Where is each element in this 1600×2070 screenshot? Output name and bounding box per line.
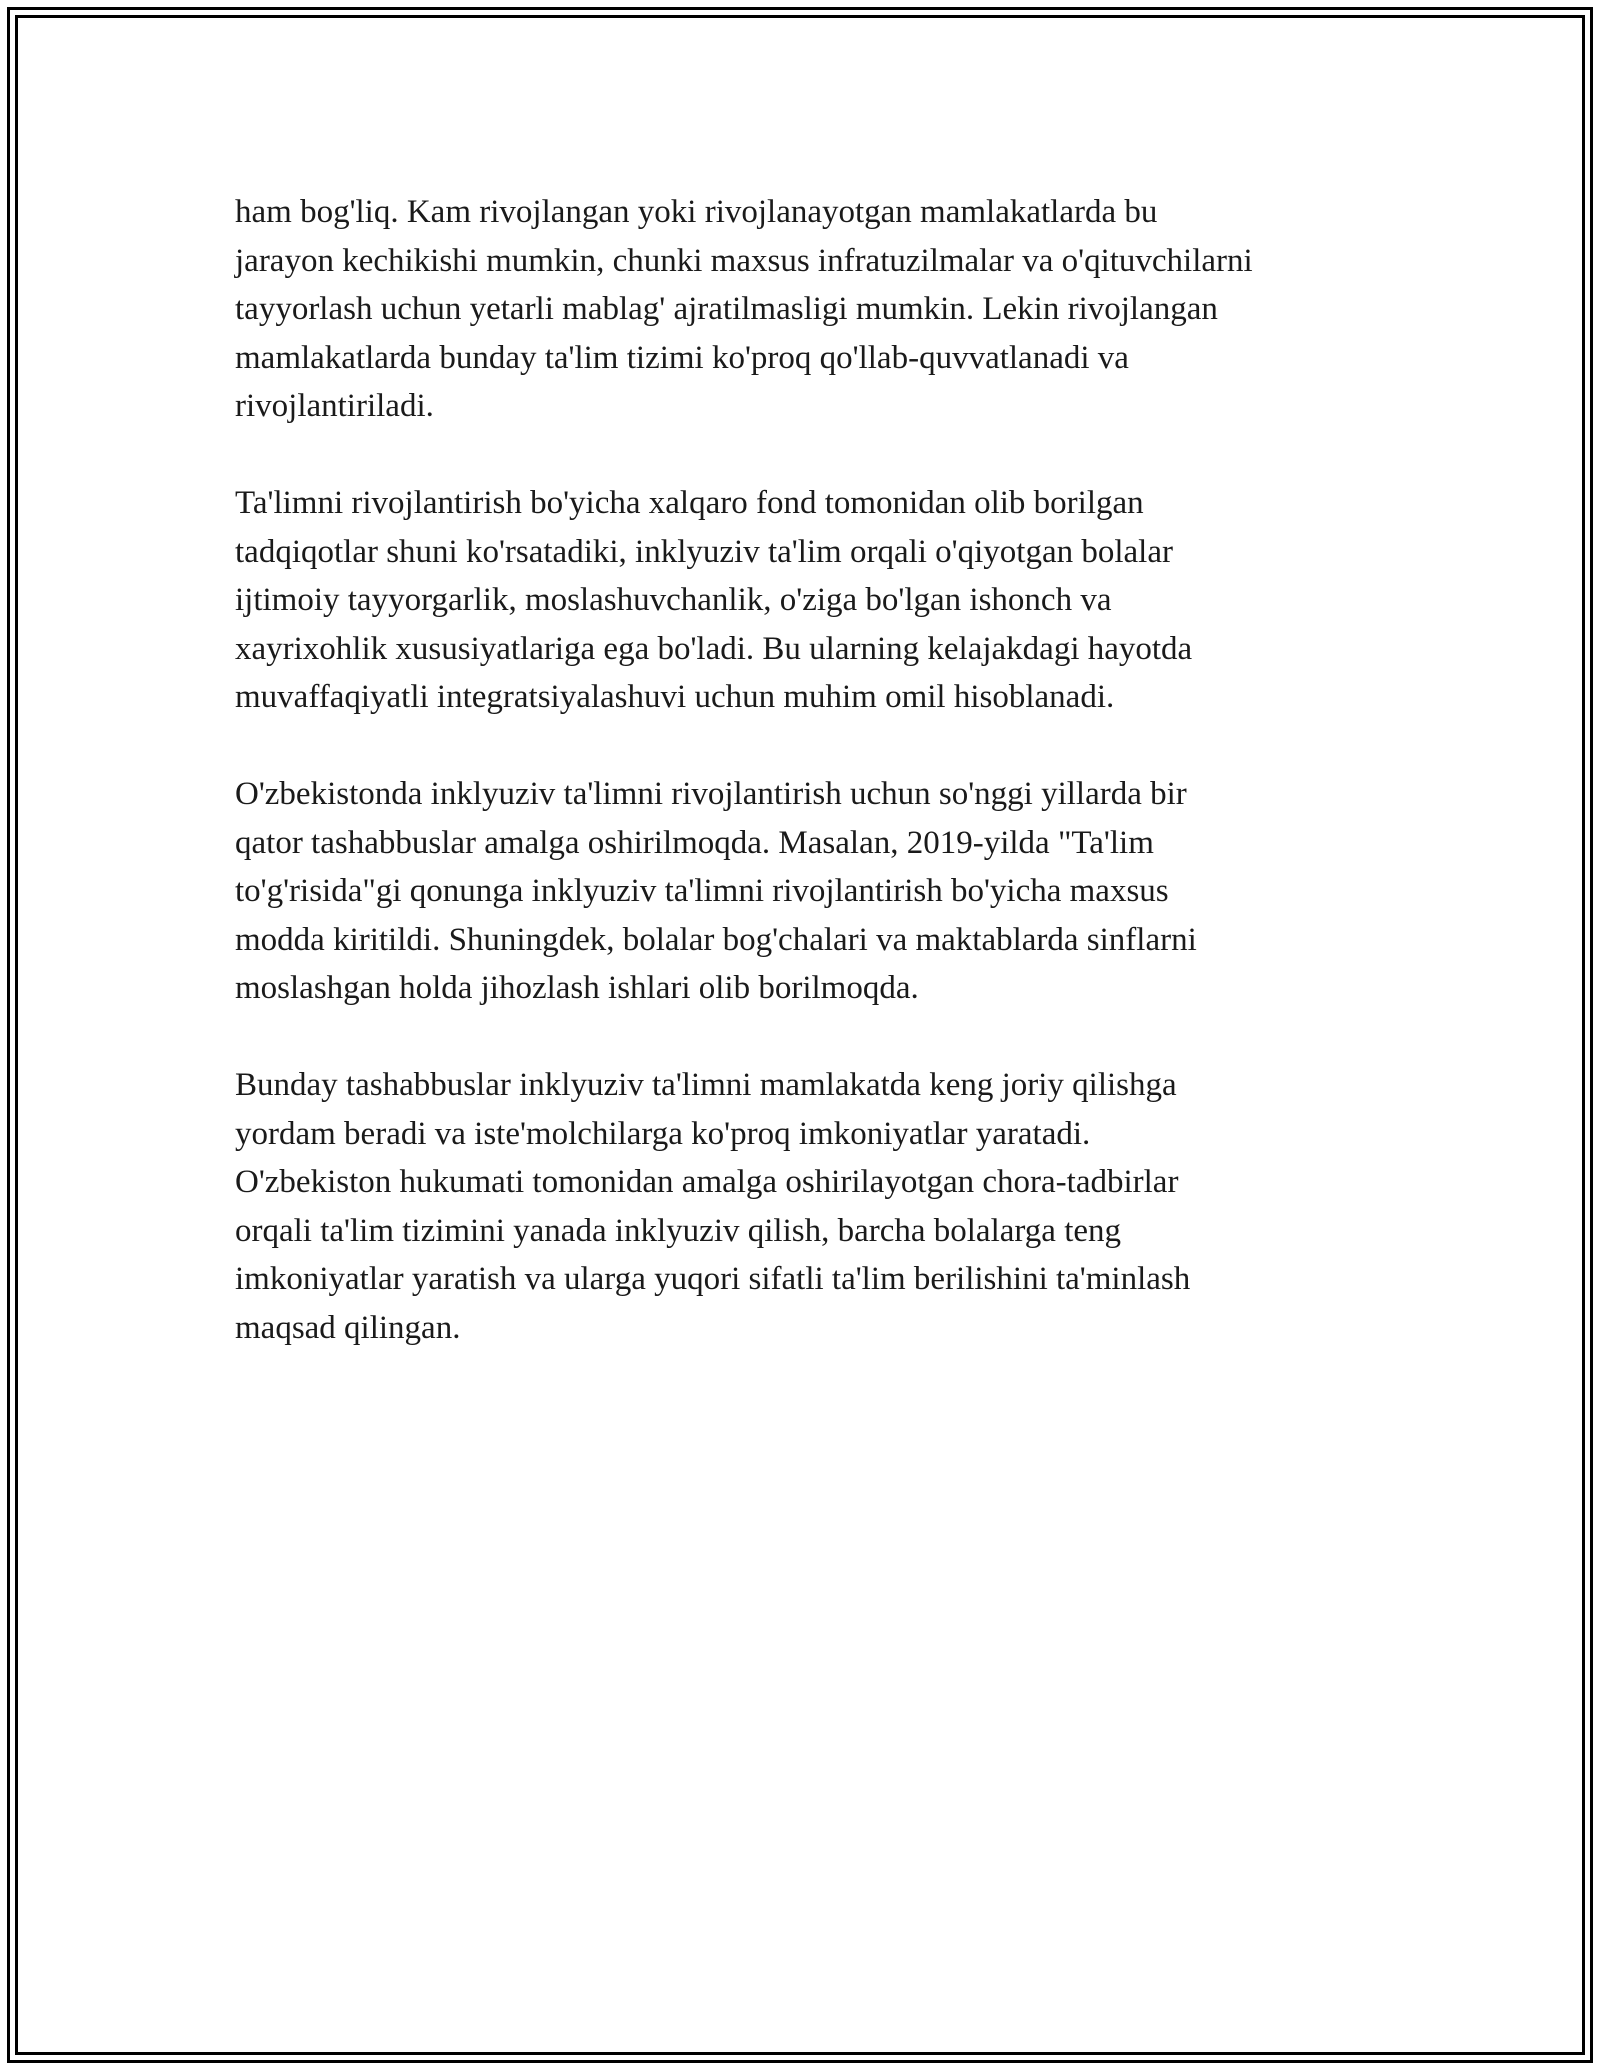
text-line: imkoniyatlar yaratish va ularga yuqori sifatli ta'lim berilishini ta'minlash [235, 1261, 1191, 1297]
text-line: tadqiqotlar shuni ko'rsatadiki, inklyuziv ta'lim orqali o'qiyotgan bolalar [235, 533, 1173, 570]
text-line: mamlakatlarda bunday ta'lim tizimi ko'proq qo'llab-quvvatlanadi va [235, 339, 1129, 376]
paragraph-2 [235, 479, 1385, 722]
text-line: muvaffaqiyatli integratsiyalashuvi uchun muhim omil hisoblanadi. [235, 679, 1115, 715]
text-line: qator tashabbuslar amalga oshirilmoqda. Masalan, 2019-yilda "Ta'lim [235, 824, 1154, 861]
text-line: Ta'limni rivojlantirish bo'yicha xalqaro fond tomonidan olib borilgan [235, 485, 1144, 521]
text-line: jarayon kechikishi mumkin, chunki maxsus infratuzilmalar va o'qituvchilarni [235, 242, 1253, 279]
text-line: to'g'risida"gi qonunga inklyuziv ta'limni rivojlantirish bo'yicha maxsus [235, 873, 1169, 909]
text-line: yordam beradi va iste'molchilarga ko'proq imkoniyatlar yaratadi. [235, 1115, 1091, 1152]
text-line: rivojlantiriladi. [235, 388, 434, 424]
text-line: modda kiritildi. Shuningdek, bolalar bog'chalari va maktablarda sinflarni [235, 921, 1197, 958]
text-line: Bunday tashabbuslar inklyuziv ta'limni mamlakatda keng joriy qilishga [235, 1067, 1177, 1103]
paragraph-1 [235, 188, 1385, 431]
text-line: tayyorlash uchun yetarli mablag' ajratilmasligi mumkin. Lekin rivojlangan [235, 291, 1218, 327]
text-line: maqsad qilingan. [235, 1309, 461, 1346]
text-line: xayrixohlik xususiyatlariga ega bo'ladi. Bu ularning kelajakdagi hayotda [235, 630, 1193, 667]
paragraph-4 [235, 1061, 1385, 1352]
text-line: O'zbekistonda inklyuziv ta'limni rivojlantirish uchun so'nggi yillarda bir [235, 776, 1187, 812]
text-line: ijtimoiy tayyorgarlik, moslashuvchanlik, o'ziga bo'lgan ishonch va [235, 582, 1112, 618]
paragraph-3 [235, 770, 1385, 1013]
text-line: orqali ta'lim tizimini yanada inklyuziv qilish, barcha bolalarga teng [235, 1212, 1122, 1249]
document-body [235, 188, 1385, 1401]
text-line: O'zbekiston hukumati tomonidan amalga oshirilayotgan chora-tadbirlar [235, 1164, 1179, 1200]
text-line: ham bog'liq. Kam rivojlangan yoki rivojlanayotgan mamlakatlarda bu [235, 194, 1158, 230]
text-line: moslashgan holda jihozlash ishlari olib borilmoqda. [235, 970, 919, 1006]
